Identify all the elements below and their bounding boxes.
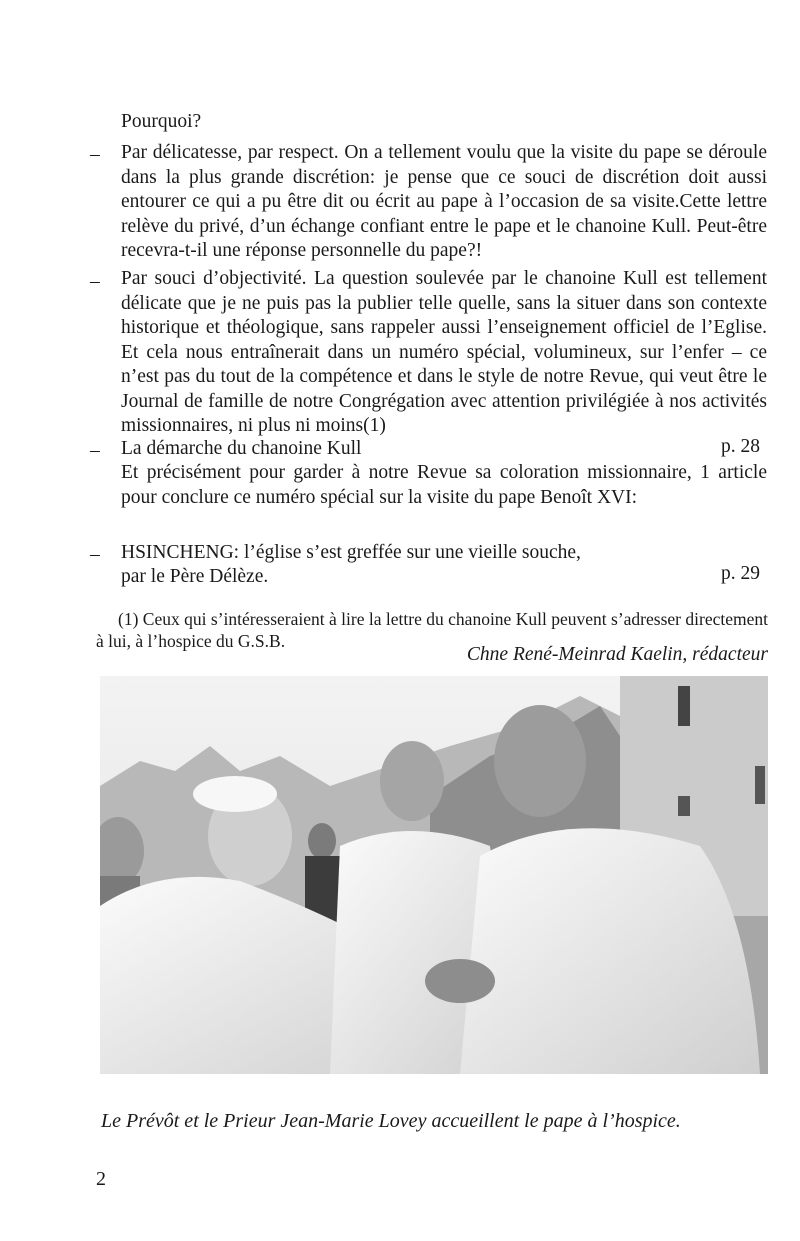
page-ref-29: p. 29 [721, 563, 760, 584]
page-number: 2 [96, 1168, 106, 1190]
photo-pope-welcome [100, 676, 768, 1074]
page-ref-28: p. 28 [721, 436, 760, 457]
article-author-deleze: par le Père Délèze. [121, 566, 269, 587]
list-dash: – [90, 440, 100, 461]
list-item-coloration: Et précisément pour garder à notre Revue sa coloration missionnaire, 1 article pour conclure ce numéro spécial sur la visite du pape Benoît XVI: [121, 462, 767, 508]
photo-illustration [100, 676, 768, 1074]
article-title-hsincheng: HSINCHENG: l’église s’est greffée sur une vieille souche, [121, 542, 581, 563]
intro-question: Pourquoi? [121, 111, 202, 132]
photo-caption: Le Prévôt et le Prieur Jean-Marie Lovey accueillent le pape à l’hospice. [101, 1110, 681, 1132]
editor-signature: Chne René-Meinrad Kaelin, rédacteur [466, 644, 768, 665]
footnote: (1) Ceux qui s’intéresseraient à lire la lettre du chanoine Kull peuvent s’adresser directement à lui, à l’hospice du G.S.B. [96, 609, 768, 651]
list-dash: – [90, 144, 100, 165]
list-item-delicacy: Par délicatesse, par respect. On a tellement voulu que la visite du pape se déroule dans la plus grande discrétion: je pense que ce souci de discrétion doit aussi entourer ce qui a pu être dit ou écrit au pape à l’occasion de sa visite.Cette lettre relève du privé, d’un échange confiant entre le pape et le chanoine Kull. Peut-être recevra-t-il une réponse personnelle du pape?! [121, 142, 767, 261]
list-dash: – [90, 271, 100, 292]
article-title-kull: La démarche du chanoine Kull [121, 438, 362, 459]
list-item-objectivity: Par souci d’objectivité. La question soulevée par le chanoine Kull est tellement délicate que je ne puis pas la publier telle quelle, sans la situer dans son contexte historique et théologique, sans rappeler aussi l’enseignement officiel de l’Eglise. Et cela nous entraînerait dans un numéro spécial, volumineux, sur l’enfer – ce n’est pas du tout de la compétence et dans le style de notre Revue, qui veut être le Journal de famille de notre Congrégation avec attention privilégiée à nos activités missionnaires, ni plus ni moins(1) [121, 268, 767, 436]
list-dash: – [90, 544, 100, 565]
